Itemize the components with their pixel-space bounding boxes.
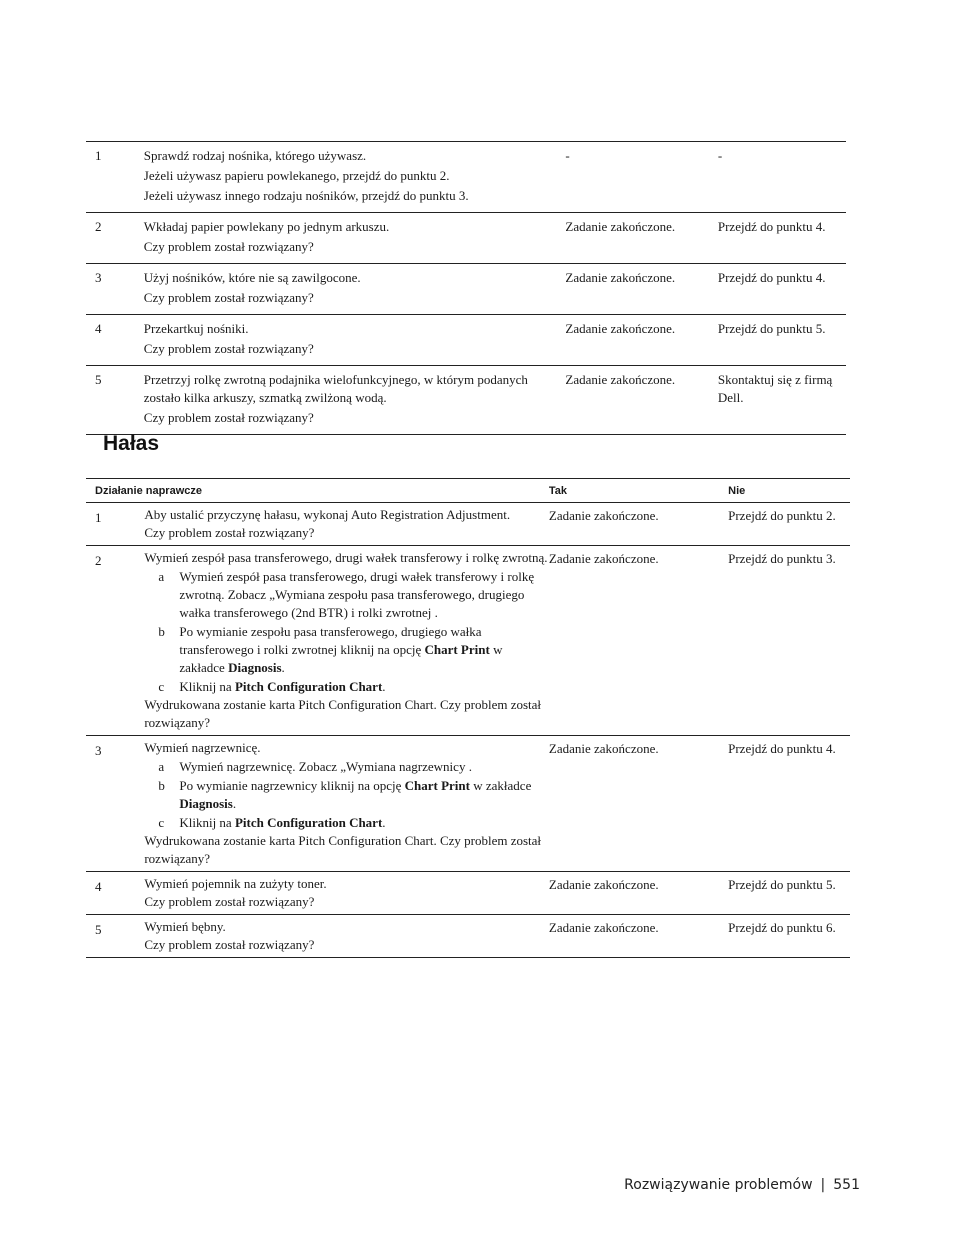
- action-cell: [144, 213, 566, 264]
- yes-cell: Zadanie zakończone.: [565, 264, 717, 315]
- substep-text: Kliknij na Pitch Configuration Chart.: [179, 815, 386, 830]
- no-cell: Przejdź do punktu 5.: [728, 872, 850, 915]
- no-cell: Przejdź do punktu 4.: [728, 736, 850, 872]
- action-text: Przetrzyj rolkę zwrotną podajnika wielofunkcyjnego, w którym podanych zostało kilka arkuszy, szmatką zwilżoną wodą.: [143, 372, 528, 405]
- action-text: Wymień zespół pasa transferowego, drugi wałek transferowy i rolkę zwrotną.: [144, 550, 548, 565]
- substep-text: Kliknij na Pitch Configuration Chart.: [179, 679, 386, 694]
- action-text: Czy problem został rozwiązany?: [143, 341, 314, 356]
- action-text: Jeżeli używasz innego rodzaju nośników, przejdź do punktu 3.: [143, 188, 469, 203]
- substep-text: Wymień zespół pasa transferowego, drugi wałek transferowy i rolkę zwrotną. Zobacz „Wymiana zespołu pasa transferowego, drugiego wałka transferowego (2nd BTR) i rolki zwrotnej .: [179, 569, 535, 620]
- yes-cell: Zadanie zakończone.: [565, 315, 717, 366]
- no-cell: Przejdź do punktu 4.: [718, 264, 846, 315]
- no-cell: Przejdź do punktu 4.: [718, 213, 846, 264]
- action-text: Wymień nagrzewnicę.: [144, 740, 261, 755]
- page-number: 551: [833, 1177, 860, 1193]
- substep: [144, 814, 549, 832]
- substep-text: Po wymianie zespołu pasa transferowego, drugiego wałka transferowego i rolki zwrotnej kliknij na opcję Chart Print w zakładce Diagnosis.: [179, 624, 503, 675]
- ui-term-chart-print: Chart Print: [424, 642, 490, 657]
- step-number: 5: [86, 366, 144, 435]
- substep-letter: a: [158, 759, 165, 774]
- step-number: 1: [86, 142, 144, 213]
- step-number: 1: [86, 503, 144, 546]
- ui-term-pitch-configuration-chart: Pitch Configuration Chart: [234, 679, 383, 694]
- step-number: 4: [86, 315, 144, 366]
- substep: [144, 758, 549, 776]
- yes-cell: Zadanie zakończone.: [549, 503, 728, 546]
- table-row: [86, 872, 850, 915]
- section-title: Hałas: [103, 432, 160, 455]
- action-question: Czy problem został rozwiązany?: [144, 894, 315, 909]
- table-row: [86, 546, 850, 736]
- step-number: 5: [86, 915, 144, 958]
- yes-cell: Zadanie zakończone.: [549, 736, 728, 872]
- action-text: Jeżeli używasz papieru powlekanego, przejdź do punktu 2.: [143, 168, 450, 183]
- yes-cell: Zadanie zakończone.: [549, 546, 728, 736]
- action-text: Wymień pojemnik na zużyty toner.: [144, 876, 327, 891]
- page-footer: [624, 1177, 860, 1193]
- action-text: Czy problem został rozwiązany?: [143, 290, 314, 305]
- action-text: Aby ustalić przyczynę hałasu, wykonaj Auto Registration Adjustment.: [144, 507, 511, 522]
- footer-separator: |: [820, 1177, 826, 1193]
- action-text: Czy problem został rozwiązany?: [143, 410, 314, 425]
- no-cell: Przejdź do punktu 3.: [728, 546, 850, 736]
- step-number: 3: [86, 736, 144, 872]
- step-number: 2: [86, 546, 144, 736]
- table-row: [86, 736, 850, 872]
- no-cell: Skontaktuj się z firmą Dell.: [718, 366, 846, 435]
- substep-letter: b: [158, 624, 165, 639]
- substep-letter: c: [158, 679, 165, 694]
- action-cell: [144, 736, 549, 872]
- substep: [144, 568, 549, 622]
- action-cell: [144, 142, 566, 213]
- substep-letter: a: [158, 569, 165, 584]
- action-text: Przekartkuj nośniki.: [143, 321, 249, 336]
- action-cell: [144, 915, 549, 958]
- footer-section-title: Rozwiązywanie problemów: [624, 1177, 813, 1193]
- action-text: Wkładaj papier powlekany po jednym arkuszu.: [143, 219, 390, 234]
- substep-letter: c: [158, 815, 165, 830]
- troubleshooting-table-media: [86, 141, 846, 435]
- table-row: [86, 315, 846, 366]
- header-no: Nie: [728, 479, 850, 503]
- ui-term-chart-print: Chart Print: [404, 778, 470, 793]
- action-text: Wymień bębny.: [144, 919, 226, 934]
- substep: [144, 678, 549, 696]
- yes-cell: Zadanie zakończone.: [549, 915, 728, 958]
- table-header-row: [86, 479, 850, 503]
- troubleshooting-table-noise: [86, 478, 850, 958]
- action-cell: [144, 546, 549, 736]
- step-number: 4: [86, 872, 144, 915]
- header-yes: Tak: [549, 479, 728, 503]
- substep-letter: b: [158, 778, 165, 793]
- action-text: Czy problem został rozwiązany?: [143, 239, 314, 254]
- table-row: [86, 915, 850, 958]
- action-question: Wydrukowana zostanie karta Pitch Configuration Chart. Czy problem został rozwiązany?: [144, 833, 542, 866]
- action-cell: [144, 503, 549, 546]
- no-cell: Przejdź do punktu 5.: [718, 315, 846, 366]
- table-row: [86, 213, 846, 264]
- ui-term-pitch-configuration-chart: Pitch Configuration Chart: [234, 815, 383, 830]
- action-text: Sprawdź rodzaj nośnika, którego używasz.: [143, 148, 367, 163]
- ui-term-diagnosis: Diagnosis: [179, 796, 233, 811]
- no-cell: -: [718, 142, 846, 213]
- ui-term-diagnosis: Diagnosis: [228, 660, 282, 675]
- no-cell: Przejdź do punktu 6.: [728, 915, 850, 958]
- action-cell: [144, 872, 549, 915]
- header-action: Działanie naprawcze: [86, 479, 549, 503]
- step-number: 2: [86, 213, 144, 264]
- action-cell: [144, 366, 566, 435]
- yes-cell: Zadanie zakończone.: [565, 366, 717, 435]
- action-cell: [144, 315, 566, 366]
- action-question: Wydrukowana zostanie karta Pitch Configuration Chart. Czy problem został rozwiązany?: [144, 697, 542, 730]
- action-text: Użyj nośników, które nie są zawilgocone.: [143, 270, 361, 285]
- table-row: [86, 142, 846, 213]
- table-row: [86, 264, 846, 315]
- step-number: 3: [86, 264, 144, 315]
- yes-cell: -: [565, 142, 717, 213]
- table-row: [86, 503, 850, 546]
- substep-text: Wymień nagrzewnicę. Zobacz „Wymiana nagrzewnicy .: [179, 759, 472, 774]
- action-cell: [144, 264, 566, 315]
- action-question: Czy problem został rozwiązany?: [144, 525, 315, 540]
- yes-cell: Zadanie zakończone.: [565, 213, 717, 264]
- substep-text: Po wymianie nagrzewnicy kliknij na opcję Chart Print w zakładce Diagnosis.: [179, 778, 532, 811]
- yes-cell: Zadanie zakończone.: [549, 872, 728, 915]
- no-cell: Przejdź do punktu 2.: [728, 503, 850, 546]
- action-question: Czy problem został rozwiązany?: [144, 937, 315, 952]
- substep: [144, 777, 549, 813]
- table-row: [86, 366, 846, 435]
- substep: [144, 623, 549, 677]
